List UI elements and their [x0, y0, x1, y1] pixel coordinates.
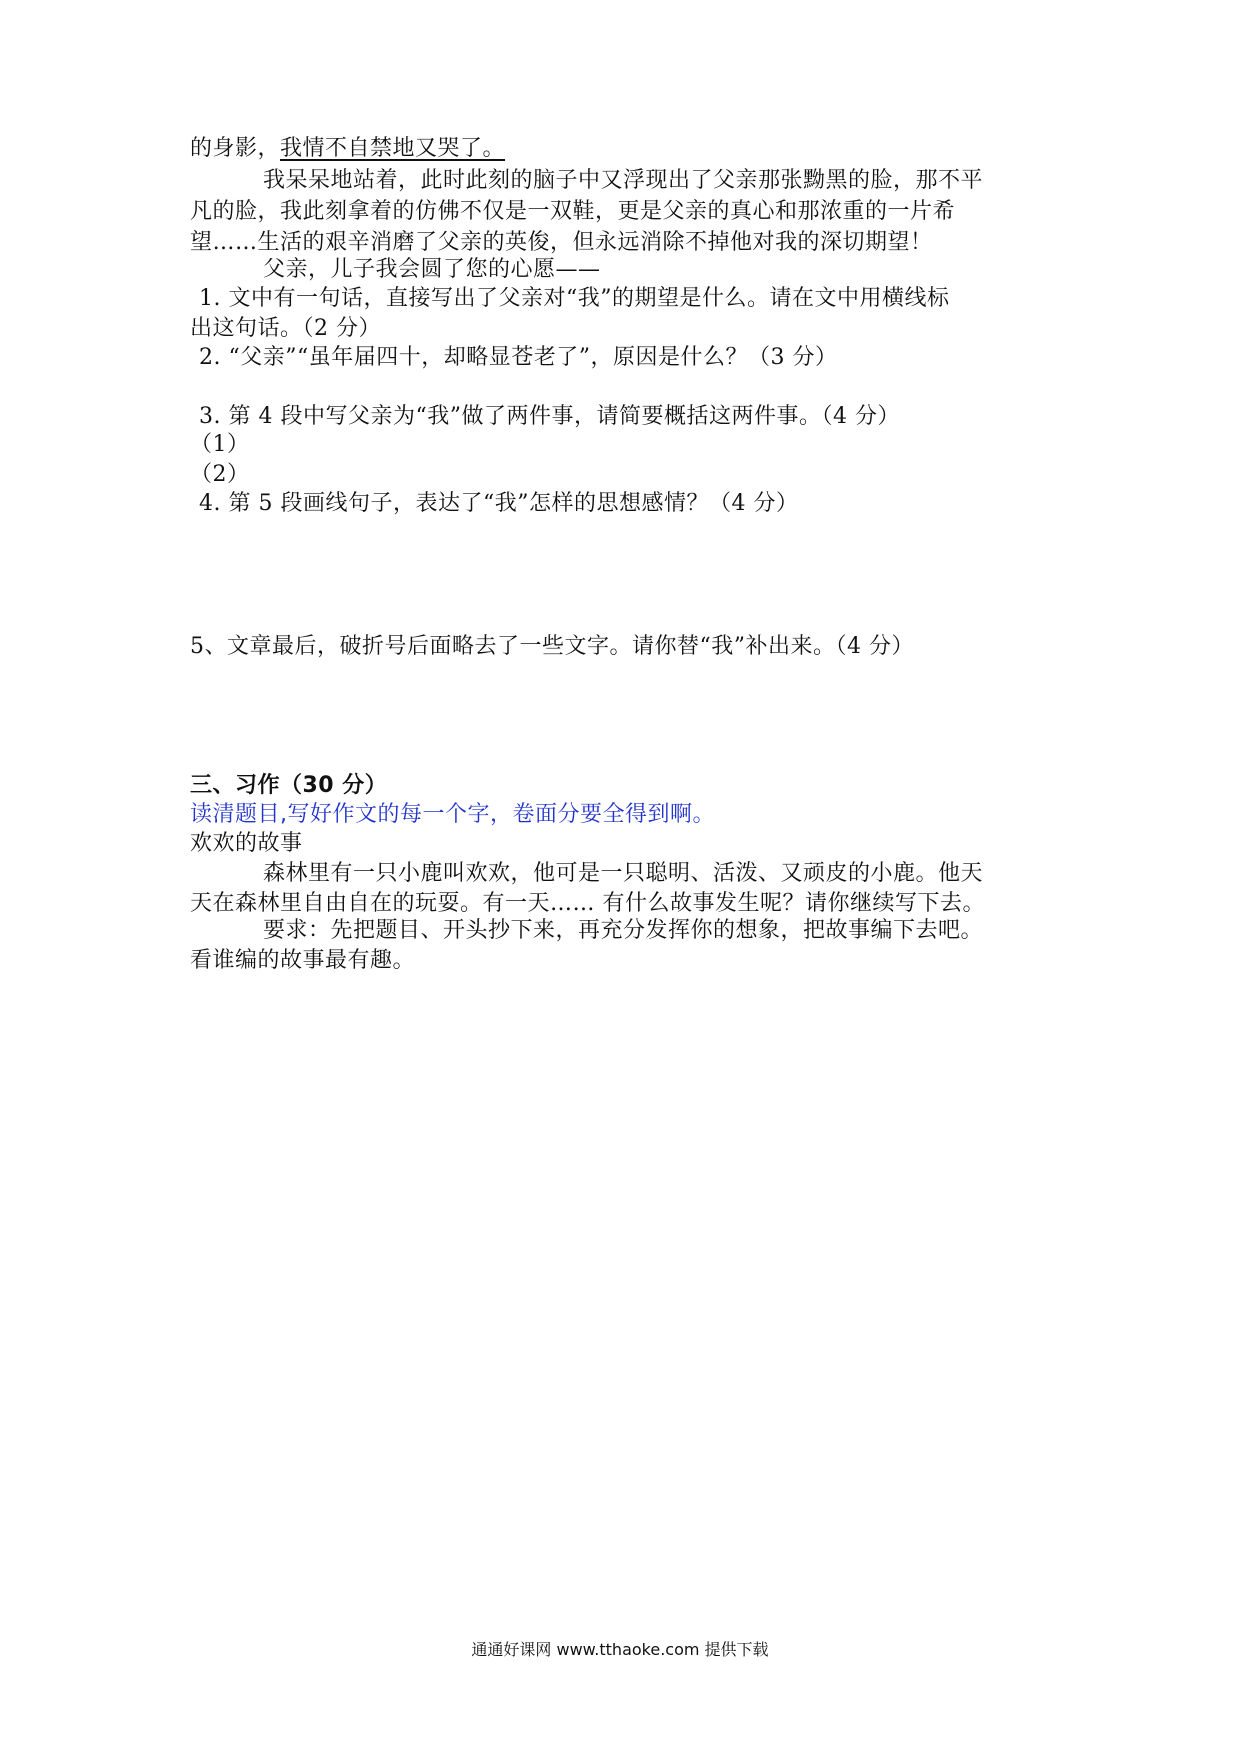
question-4: 4. 第 5 段画线句子，表达了“我”怎样的思想感情？（4 分） — [199, 491, 799, 516]
question-2: 2. “父亲”“虽年届四十，却略显苍老了”，原因是什么？（3 分） — [199, 345, 838, 370]
composition-requirement-line: 要求：先把题目、开头抄下来，再充分发挥你的想象，把故事编下去吧。 — [263, 918, 984, 943]
composition-reminder: 读清题目,写好作文的每一个字，卷面分要全得到啊。 — [190, 802, 715, 827]
footer-credit: 通通好课网 www.tthaoke.com 提供下载 — [471, 1640, 769, 1659]
composition-requirement-line: 看谁编的故事最有趣。 — [190, 948, 416, 973]
question-3-answer-2: （2） — [190, 462, 250, 487]
question-1-line-2: 出这句话。（2 分） — [190, 316, 381, 341]
question-1-line-1: 1. 文中有一句话，直接写出了父亲对“我”的期望是什么。请在文中用横线标 — [199, 286, 950, 311]
composition-body-line: 天在森林里自由自在的玩耍。有一天…… 有什么故事发生呢？请你继续写下去。 — [190, 891, 985, 916]
passage-paragraph-line: 凡的脸，我此刻拿着的仿佛不仅是一双鞋，更是父亲的真心和那浓重的一片希 — [190, 199, 956, 224]
composition-title: 欢欢的故事 — [190, 831, 303, 856]
question-3: 3. 第 4 段中写父亲为“我”做了两件事，请简要概括这两件事。（4 分） — [199, 404, 900, 429]
question-3-answer-1: （1） — [190, 432, 250, 457]
passage-line-1 — [190, 134, 505, 164]
passage-line-1-prefix: 的身影， — [190, 136, 281, 161]
passage-paragraph-line: 望……生活的艰辛消磨了父亲的英俊，但永远消除不掉他对我的深切期望！ — [190, 230, 933, 255]
underlined-sentence: 我情不自禁地又哭了。 — [280, 136, 506, 161]
passage-paragraph-line: 我呆呆地站着，此时此刻的脑子中又浮现出了父亲那张黝黑的脸，那不平 — [263, 168, 984, 193]
composition-body-line: 森林里有一只小鹿叫欢欢，他可是一只聪明、活泼、又顽皮的小鹿。他天 — [263, 861, 984, 886]
question-5: 5、文章最后，破折号后面略去了一些文字。请你替“我”补出来。（4 分） — [190, 634, 914, 659]
passage-closing-line: 父亲，儿子我会圆了您的心愿—— — [263, 257, 601, 282]
composition-heading: 三、习作（30 分） — [190, 773, 388, 798]
